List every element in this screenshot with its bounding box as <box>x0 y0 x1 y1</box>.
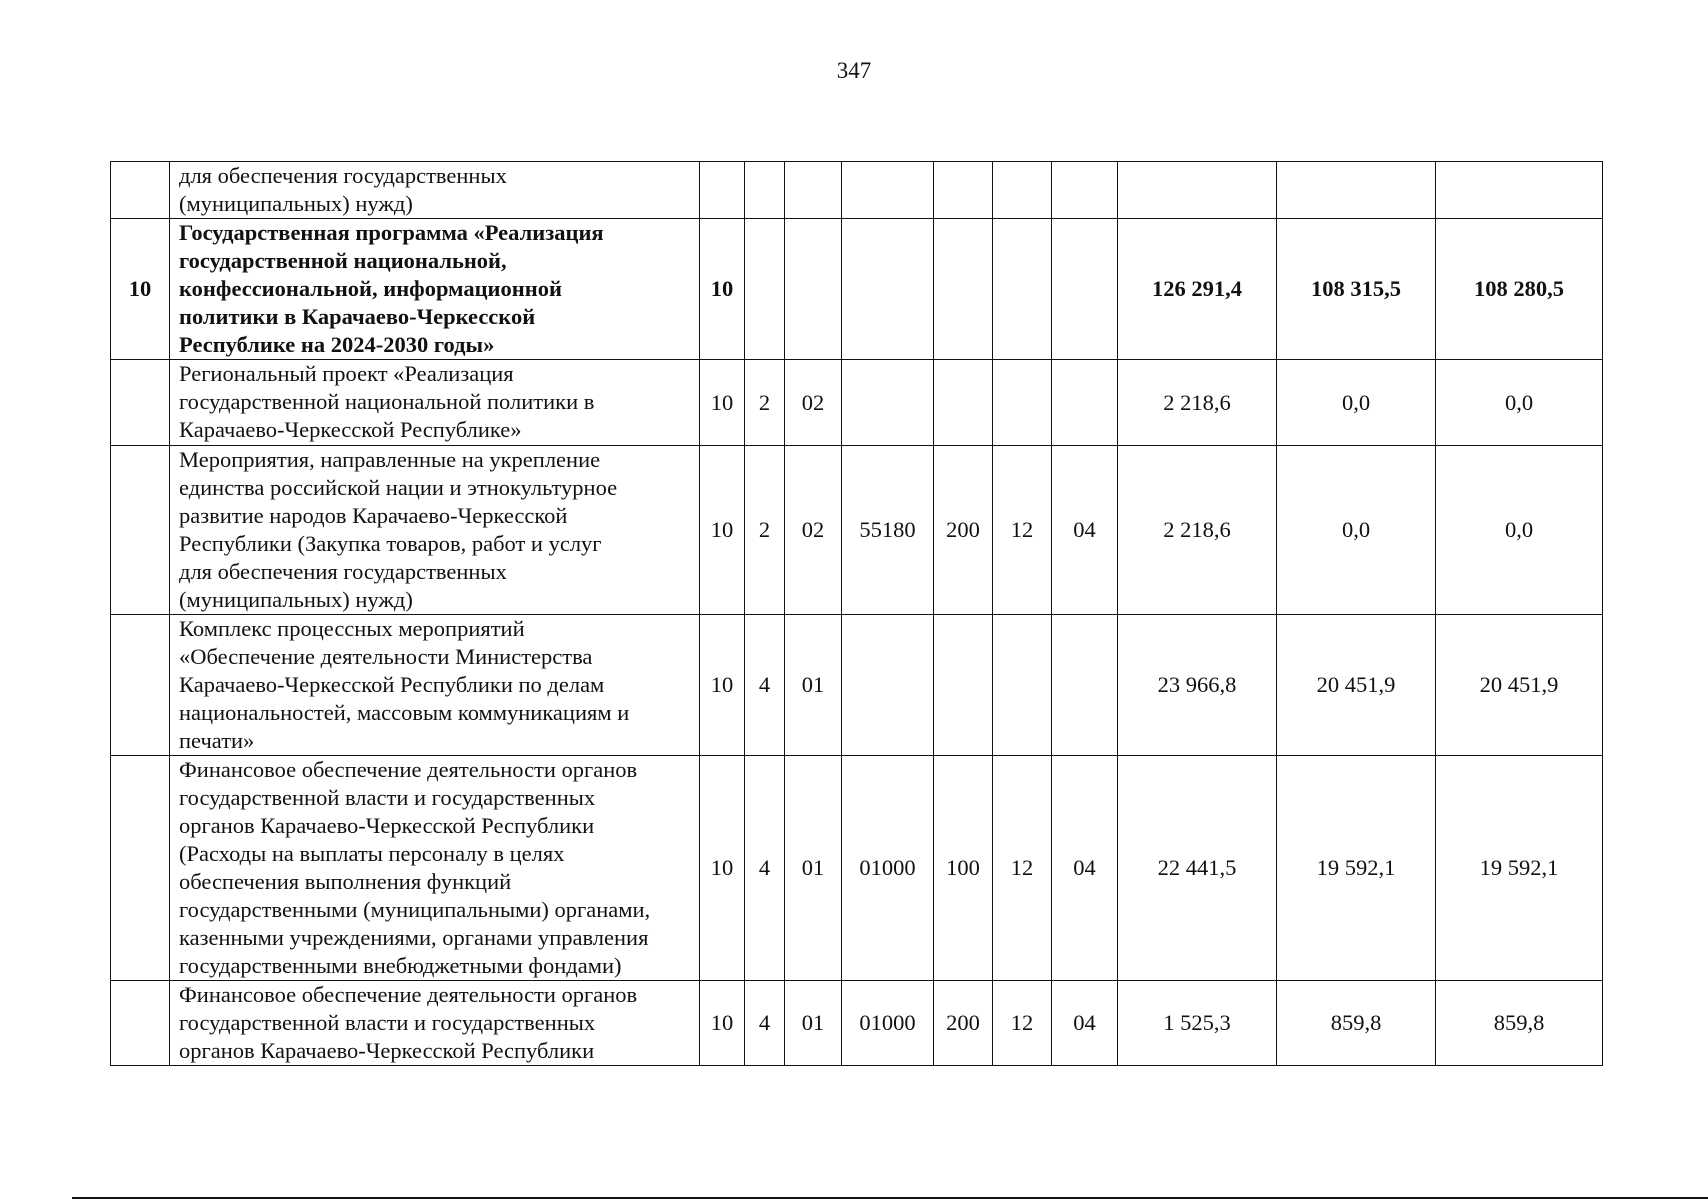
amount-year-3: 108 280,5 <box>1436 219 1603 360</box>
amount-year-2: 19 592,1 <box>1277 756 1436 981</box>
row-number: 10 <box>111 219 170 360</box>
description-line: государственной власти и государственных <box>179 1010 596 1035</box>
description-line: для обеспечения государственных <box>179 559 507 584</box>
code-section: 10 <box>700 446 745 615</box>
row-description <box>170 219 700 360</box>
amount-year-3 <box>1436 162 1603 219</box>
code-expense-type: 100 <box>934 756 993 981</box>
code-subsection <box>745 162 785 219</box>
description-line: Государственная программа «Реализация <box>179 220 604 245</box>
row-number <box>111 360 170 446</box>
description-line: Республике на 2024-2030 годы» <box>179 332 495 357</box>
description-line: государственной национальной политики в <box>179 389 595 414</box>
description-line: государственной национальной, <box>179 248 507 273</box>
code-program: 02 <box>785 360 842 446</box>
code-chapter: 12 <box>993 756 1052 981</box>
description-line: Региональный проект «Реализация <box>179 361 514 386</box>
amount-year-3: 0,0 <box>1436 360 1603 446</box>
code-subsection: 4 <box>745 981 785 1066</box>
table-row <box>111 981 1603 1066</box>
code-expense-type: 200 <box>934 446 993 615</box>
amount-year-2: 20 451,9 <box>1277 615 1436 756</box>
description-line: (муниципальных) нужд) <box>179 587 413 612</box>
code-subchapter <box>1052 360 1118 446</box>
budget-table <box>110 161 1603 1066</box>
description-line: для обеспечения государственных <box>179 163 507 188</box>
budget-table-body <box>111 162 1603 1066</box>
code-subchapter <box>1052 219 1118 360</box>
amount-year-3: 20 451,9 <box>1436 615 1603 756</box>
amount-year-1 <box>1118 162 1277 219</box>
code-direction: 01000 <box>842 756 934 981</box>
amount-year-3: 859,8 <box>1436 981 1603 1066</box>
code-program: 01 <box>785 756 842 981</box>
code-direction <box>842 360 934 446</box>
row-description <box>170 446 700 615</box>
code-direction <box>842 615 934 756</box>
description-line: (Расходы на выплаты персоналу в целях <box>179 841 565 866</box>
code-program <box>785 219 842 360</box>
code-program: 02 <box>785 446 842 615</box>
description-line: казенными учреждениями, органами управления <box>179 925 649 950</box>
description-line: обеспечения выполнения функций <box>179 869 512 894</box>
row-description <box>170 756 700 981</box>
amount-year-3: 0,0 <box>1436 446 1603 615</box>
description-line: «Обеспечение деятельности Министерства <box>179 644 593 669</box>
table-row <box>111 219 1603 360</box>
code-expense-type <box>934 615 993 756</box>
amount-year-1: 2 218,6 <box>1118 446 1277 615</box>
code-section: 10 <box>700 981 745 1066</box>
code-expense-type <box>934 360 993 446</box>
table-row <box>111 615 1603 756</box>
code-section: 10 <box>700 756 745 981</box>
description-line: органов Карачаево-Черкесской Республики <box>179 1038 595 1063</box>
row-number <box>111 756 170 981</box>
amount-year-1: 22 441,5 <box>1118 756 1277 981</box>
code-program <box>785 162 842 219</box>
code-subchapter: 04 <box>1052 981 1118 1066</box>
description-line: органов Карачаево-Черкесской Республики <box>179 813 595 838</box>
description-line: государственной власти и государственных <box>179 785 596 810</box>
code-section: 10 <box>700 615 745 756</box>
row-number <box>111 615 170 756</box>
code-program: 01 <box>785 981 842 1066</box>
amount-year-1: 2 218,6 <box>1118 360 1277 446</box>
description-line: политики в Карачаево-Черкесской <box>179 304 536 329</box>
table-row <box>111 162 1603 219</box>
amount-year-2 <box>1277 162 1436 219</box>
row-description <box>170 360 700 446</box>
code-expense-type: 200 <box>934 981 993 1066</box>
code-direction <box>842 162 934 219</box>
code-direction <box>842 219 934 360</box>
description-line: Комплекс процессных мероприятий <box>179 616 525 641</box>
amount-year-3: 19 592,1 <box>1436 756 1603 981</box>
code-chapter: 12 <box>993 981 1052 1066</box>
row-number <box>111 981 170 1066</box>
code-chapter: 12 <box>993 446 1052 615</box>
code-subsection: 2 <box>745 446 785 615</box>
amount-year-1: 126 291,4 <box>1118 219 1277 360</box>
page-number: 347 <box>836 58 872 83</box>
code-chapter <box>993 162 1052 219</box>
description-line: печати» <box>179 728 255 753</box>
code-section: 10 <box>700 219 745 360</box>
code-subchapter <box>1052 162 1118 219</box>
table-row <box>111 756 1603 981</box>
description-line: развитие народов Карачаево-Черкесской <box>179 503 568 528</box>
description-line: государственными внебюджетными фондами) <box>179 953 622 978</box>
code-subchapter: 04 <box>1052 446 1118 615</box>
amount-year-2: 0,0 <box>1277 446 1436 615</box>
description-line: национальностей, массовым коммуникациям и <box>179 700 630 725</box>
code-expense-type <box>934 219 993 360</box>
description-line: единства российской нации и этнокультурное <box>179 475 618 500</box>
code-direction: 01000 <box>842 981 934 1066</box>
code-subsection: 4 <box>745 756 785 981</box>
amount-year-1: 23 966,8 <box>1118 615 1277 756</box>
code-subsection: 4 <box>745 615 785 756</box>
table-row <box>111 446 1603 615</box>
code-chapter <box>993 615 1052 756</box>
code-program: 01 <box>785 615 842 756</box>
description-line: Мероприятия, направленные на укрепление <box>179 447 601 472</box>
description-line: Карачаево-Черкесской Республике» <box>179 417 522 442</box>
description-line: конфессиональной, информационной <box>179 276 562 301</box>
table-row <box>111 360 1603 446</box>
code-chapter <box>993 219 1052 360</box>
description-line: Республики (Закупка товаров, работ и услуг <box>179 531 602 556</box>
row-number <box>111 162 170 219</box>
amount-year-1: 1 525,3 <box>1118 981 1277 1066</box>
row-description <box>170 615 700 756</box>
code-subsection: 2 <box>745 360 785 446</box>
code-subchapter <box>1052 615 1118 756</box>
row-number <box>111 446 170 615</box>
amount-year-2: 859,8 <box>1277 981 1436 1066</box>
code-section: 10 <box>700 360 745 446</box>
code-subchapter: 04 <box>1052 756 1118 981</box>
description-line: Карачаево-Черкесской Республики по делам <box>179 672 605 697</box>
code-chapter <box>993 360 1052 446</box>
description-line: государственными (муниципальными) органами, <box>179 897 651 922</box>
amount-year-2: 0,0 <box>1277 360 1436 446</box>
bottom-divider <box>72 1197 1708 1199</box>
code-direction: 55180 <box>842 446 934 615</box>
code-section <box>700 162 745 219</box>
description-line: Финансовое обеспечение деятельности органов <box>179 982 638 1007</box>
description-line: (муниципальных) нужд) <box>179 191 413 216</box>
code-expense-type <box>934 162 993 219</box>
description-line: Финансовое обеспечение деятельности органов <box>179 757 638 782</box>
amount-year-2: 108 315,5 <box>1277 219 1436 360</box>
row-description <box>170 981 700 1066</box>
code-subsection <box>745 219 785 360</box>
row-description <box>170 162 700 219</box>
